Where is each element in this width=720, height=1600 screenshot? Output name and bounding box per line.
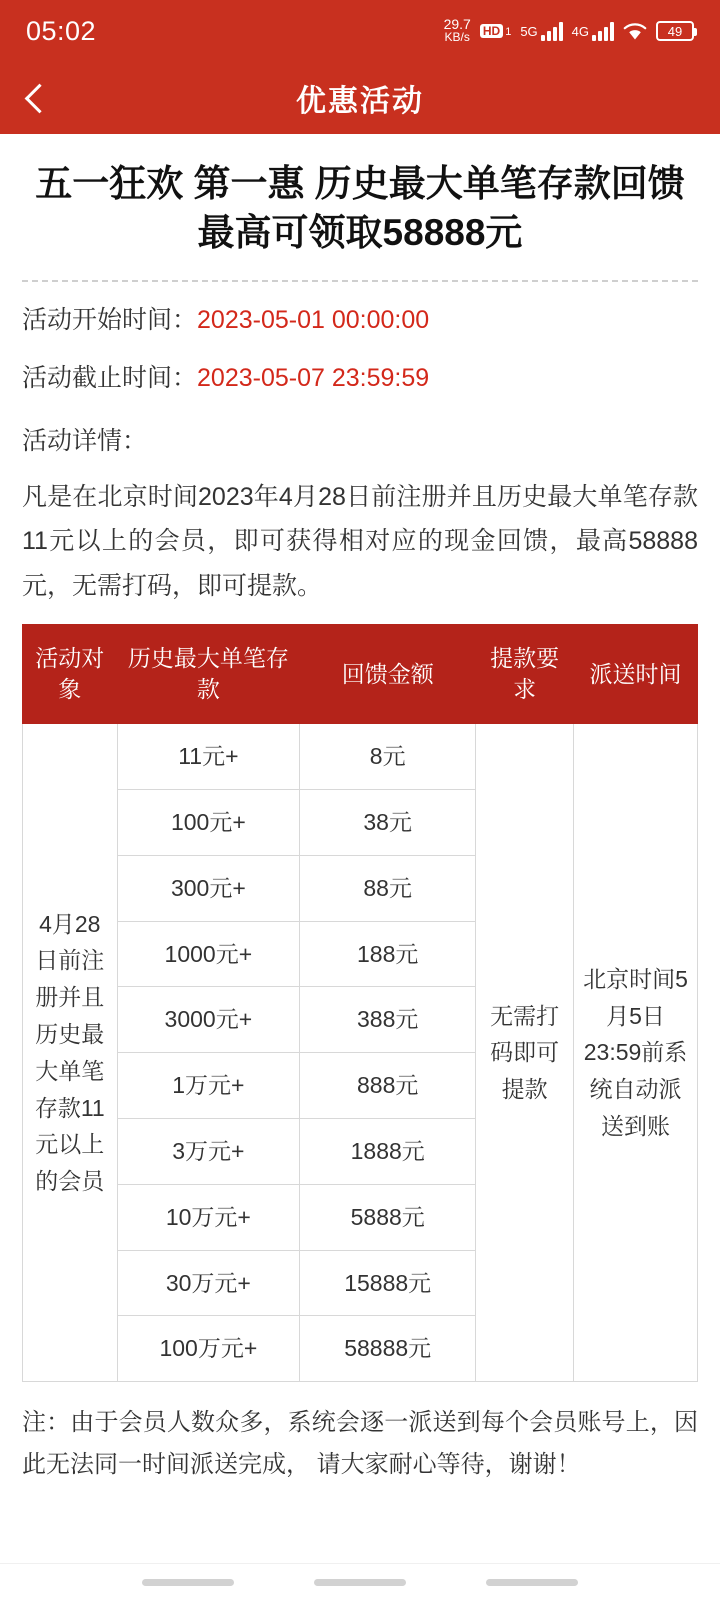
start-time-row xyxy=(22,304,698,337)
table-cell-reward: 8元 xyxy=(300,724,476,790)
wifi-icon xyxy=(623,21,647,41)
status-bar xyxy=(0,0,720,62)
hd-icon xyxy=(480,24,511,39)
table-cell-deposit: 100元+ xyxy=(117,790,300,856)
detail-label: 活动详情： xyxy=(22,426,148,455)
table-header-reward: 回馈金额 xyxy=(300,625,476,724)
table-cell-deposit: 3万元+ xyxy=(117,1119,300,1185)
sim1-network-type: 5G xyxy=(520,24,538,39)
status-icons xyxy=(443,15,694,45)
table-cell-deposit: 30万元+ xyxy=(117,1250,300,1316)
status-clock: 05:02 xyxy=(26,15,97,46)
detail-text: 凡是在北京时间2023年4月28日前注册并且历史最大单笔存款11元以上的会员，即可获得相对应的现金回馈，最高58888元，无需打码，即可提款。 xyxy=(22,482,698,600)
promo-headline: 五一狂欢 第一惠 历史最大单笔存款回馈 最高可领取58888元 xyxy=(35,163,685,253)
reward-table xyxy=(22,624,698,1382)
page-title: 优惠活动 xyxy=(296,85,424,118)
hd-badge-label: HD xyxy=(480,24,503,39)
table-header-row xyxy=(23,625,698,724)
table-header-deposit: 历史最大单笔存款 xyxy=(117,625,300,724)
table-cell-withdraw: 无需打码即可提款 xyxy=(476,724,574,1382)
battery-level-label: 49 xyxy=(667,23,683,39)
table-cell-deposit: 3000元+ xyxy=(117,987,300,1053)
sim2-network-type: 4G xyxy=(571,24,589,39)
table-row xyxy=(23,724,698,790)
table-cell-reward: 1888元 xyxy=(300,1119,476,1185)
end-time-value: 2023-05-07 23:59:59 xyxy=(197,364,430,393)
table-header-withdraw: 提款要求 xyxy=(476,625,574,724)
nav-recents-button[interactable] xyxy=(142,1579,234,1586)
table-cell-reward: 888元 xyxy=(300,1053,476,1119)
table-cell-reward: 38元 xyxy=(300,790,476,856)
sim2-signal-icon xyxy=(572,21,614,41)
signal-bars-icon xyxy=(541,21,563,41)
table-cell-deposit: 100万元+ xyxy=(117,1316,300,1382)
start-time-value: 2023-05-01 00:00:00 xyxy=(197,305,430,334)
table-cell-deposit: 1000元+ xyxy=(117,921,300,987)
table-cell-deposit: 1万元+ xyxy=(117,1053,300,1119)
table-cell-reward: 388元 xyxy=(300,987,476,1053)
end-time-label: 活动截止时间： xyxy=(22,364,198,393)
table-cell-reward: 188元 xyxy=(300,921,476,987)
sim1-signal-icon xyxy=(520,21,562,41)
table-cell-deposit: 10万元+ xyxy=(117,1184,300,1250)
start-time-label: 活动开始时间： xyxy=(22,305,198,334)
title-bar xyxy=(0,62,720,134)
hd-sim-label: 1 xyxy=(505,26,512,39)
table-cell-deposit: 11元+ xyxy=(117,724,300,790)
battery-icon xyxy=(656,21,694,41)
network-speed-value: 29.7 xyxy=(443,15,471,32)
table-cell-delivery: 北京时间5月5日23:59前系统自动派送到账 xyxy=(574,724,698,1382)
table-cell-reward: 88元 xyxy=(300,855,476,921)
network-speed-indicator xyxy=(444,17,471,44)
end-time-row xyxy=(22,362,698,395)
table-cell-reward: 58888元 xyxy=(300,1316,476,1382)
table-header-delivery: 派送时间 xyxy=(574,625,698,724)
signal-bars-icon-2 xyxy=(592,21,614,41)
table-cell-reward: 15888元 xyxy=(300,1250,476,1316)
promo-note: 注：由于会员人数众多，系统会逐一派送到每个会员账号上，因此无法同一时间派送完成， 请大家耐心等待，谢谢！ xyxy=(22,1409,698,1479)
section-divider xyxy=(22,280,698,282)
table-cell-deposit: 300元+ xyxy=(117,855,300,921)
table-header-target: 活动对象 xyxy=(23,625,118,724)
table-cell-target: 4月28日前注册并且历史最大单笔存款11元以上的会员 xyxy=(23,724,118,1382)
table-cell-reward: 5888元 xyxy=(300,1184,476,1250)
network-speed-unit: KB/s xyxy=(444,30,470,45)
nav-home-button[interactable] xyxy=(314,1579,406,1586)
system-navigation-bar xyxy=(0,1563,720,1600)
promo-content xyxy=(0,134,720,1486)
nav-back-button[interactable] xyxy=(486,1579,578,1586)
